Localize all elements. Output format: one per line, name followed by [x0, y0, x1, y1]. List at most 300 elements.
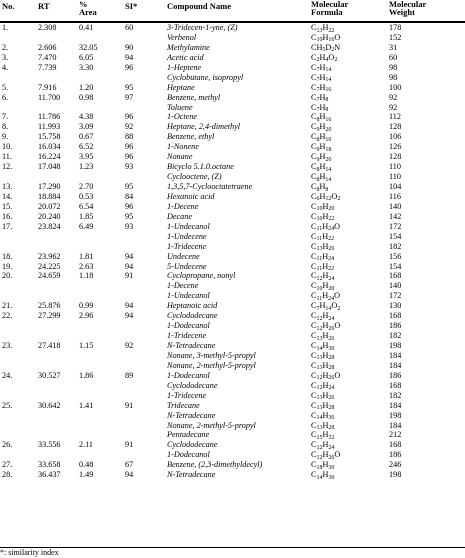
cell-molecular-weight: 112: [389, 112, 401, 122]
cell-molecular-formula: $C_7H_{14}$: [311, 62, 332, 74]
cell-molecular-weight: 106: [389, 132, 402, 142]
cell-no: 7.: [2, 112, 9, 122]
cell-area: 3.09: [79, 122, 94, 132]
table-row: [0, 162, 465, 172]
cell-rt: 30.527: [38, 370, 61, 380]
cell-molecular-formula: $C_{13}H_{26}$: [311, 390, 335, 402]
cell-molecular-weight: 154: [389, 231, 402, 241]
table-row: [0, 103, 465, 113]
cell-molecular-formula: $C_8H_8$: [311, 182, 329, 193]
cell-si: 93: [125, 221, 134, 231]
cell-molecular-weight: 110: [389, 162, 401, 172]
cell-rt: 25.876: [38, 301, 61, 311]
cell-area: 6.52: [79, 142, 94, 152]
cell-no: 20.: [2, 271, 13, 281]
cell-rt: 15.758: [38, 132, 61, 142]
cell-rt: 7.739: [38, 62, 57, 72]
cell-si: 84: [125, 191, 134, 201]
cell-rt: 23.962: [38, 251, 61, 261]
cell-compound-name: Cyclobutane, isopropyl: [167, 72, 244, 82]
cell-area: 0.41: [79, 23, 94, 32]
cell-molecular-formula: $C_{14}H_{30}$: [311, 341, 335, 352]
table-row: [0, 182, 465, 192]
cell-molecular-formula: $C_9H_{20}$: [311, 152, 332, 163]
cell-compound-name: 1-Nonene: [167, 142, 199, 152]
cell-area: 1.23: [79, 162, 94, 172]
cell-si: 94: [125, 470, 134, 480]
cell-molecular-formula: $C_{12}H_{24}$: [311, 271, 335, 282]
table-row: [0, 401, 465, 411]
cell-no: 15.: [2, 201, 13, 211]
cell-compound-name: N-Tetradecane: [167, 470, 216, 480]
cell-no: 19.: [2, 261, 13, 271]
cell-no: 27.: [2, 460, 13, 470]
cell-si: 94: [125, 311, 134, 321]
cell-compound-name: 1-Decene: [167, 281, 199, 291]
cell-molecular-weight: 100: [389, 82, 402, 92]
cell-area: 1.86: [79, 370, 94, 380]
cell-no: 17.: [2, 221, 13, 231]
cell-rt: 24.225: [38, 261, 61, 271]
cell-molecular-weight: 152: [389, 32, 402, 42]
cell-molecular-formula: $C_7H_{14}$: [311, 72, 332, 84]
cell-no: 13.: [2, 182, 13, 191]
table-row: [0, 371, 465, 381]
cell-si: 91: [125, 271, 134, 281]
cell-compound-name: Benzene, ethyl: [167, 132, 215, 142]
cell-rt: 27.418: [38, 341, 61, 350]
cell-molecular-formula: $C_{12}H_{26}O$: [311, 321, 341, 332]
cell-rt: 20.240: [38, 211, 61, 221]
cell-compound-name: N-Tetradecane: [167, 410, 216, 420]
cell-molecular-formula: $C_{15}H_{32}$: [311, 430, 335, 441]
cell-area: 0.98: [79, 92, 94, 102]
cell-compound-name: Nonane: [167, 152, 193, 162]
cell-si: 96: [125, 142, 134, 152]
cell-compound-name: 1-Undecanol: [167, 291, 210, 301]
cell-compound-name: 1-Dodecanol: [167, 321, 210, 331]
cell-compound-name: Cyclopropane, nonyl: [167, 271, 236, 281]
cell-area: 0.53: [79, 191, 94, 201]
table-row: [0, 271, 465, 281]
cell-molecular-weight: 98: [389, 62, 398, 72]
cell-area: 1.85: [79, 211, 94, 221]
cell-no: 14.: [2, 191, 13, 201]
cell-compound-name: Pentadecane: [167, 430, 210, 440]
cell-no: 28.: [2, 470, 13, 480]
cell-si: 94: [125, 261, 134, 271]
cell-si: 91: [125, 440, 134, 450]
table-row: [0, 440, 465, 450]
cell-si: 67: [125, 460, 134, 470]
cell-molecular-formula: $C_{11}H_{24}O$: [311, 291, 341, 302]
table-row: [0, 460, 465, 470]
cell-molecular-formula: $C_7H_8$: [311, 102, 329, 113]
cell-rt: 23.824: [38, 221, 61, 231]
cell-compound-name: Undecene: [167, 251, 200, 261]
table-row: [0, 321, 465, 331]
cell-compound-name: Hexanoic acid: [167, 191, 215, 201]
cell-area: 4.38: [79, 112, 94, 122]
cell-area: 2.11: [79, 440, 94, 450]
table-row: [0, 212, 465, 222]
cell-compound-name: 1-Dodecanol: [167, 450, 210, 460]
table-row: [0, 411, 465, 421]
table-header: [0, 0, 465, 22]
cell-no: 10.: [2, 142, 13, 152]
cell-no: 12.: [2, 162, 13, 172]
header-compound-name: Compound Name: [167, 1, 231, 11]
cell-area: 1.20: [79, 82, 94, 92]
table-row: [0, 73, 465, 83]
cell-molecular-weight: 168: [389, 311, 402, 321]
cell-si: 60: [125, 23, 134, 32]
table-row: [0, 202, 465, 212]
cell-area: 32.05: [79, 42, 98, 52]
cell-rt: 20.072: [38, 201, 61, 211]
cell-rt: 27.299: [38, 311, 61, 321]
cell-no: 22.: [2, 311, 13, 321]
cell-no: 4.: [2, 62, 9, 72]
cell-molecular-formula: $C_{14}H_{30}$: [311, 410, 335, 422]
table-row: [0, 33, 465, 43]
cell-no: 9.: [2, 132, 9, 142]
cell-compound-name: Nonane, 2-methyl-5-propyl: [167, 420, 256, 430]
cell-si: 90: [125, 42, 134, 52]
table-row: [0, 252, 465, 262]
cell-rt: 11.700: [38, 92, 61, 102]
cell-molecular-weight: 184: [389, 420, 402, 430]
cell-compound-name: Heptane: [167, 82, 195, 92]
cell-molecular-weight: 182: [389, 241, 402, 251]
cell-rt: 2.308: [38, 23, 57, 32]
header-si: SI*: [125, 1, 138, 11]
cell-area: 1.49: [79, 470, 94, 480]
table-row: [0, 43, 465, 53]
cell-rt: 36.437: [38, 470, 61, 480]
cell-molecular-weight: 156: [389, 251, 402, 261]
cell-rt: 17.048: [38, 162, 61, 172]
table-body: [0, 22, 465, 480]
cell-molecular-formula: $C_{13}H_{22}$: [311, 23, 335, 34]
cell-molecular-weight: 182: [389, 390, 402, 400]
table-row: [0, 301, 465, 311]
cell-rt: 7.470: [38, 52, 57, 62]
cell-si: 94: [125, 52, 134, 62]
table-row: [0, 470, 465, 480]
cell-rt: 17.290: [38, 182, 61, 191]
cell-molecular-weight: 140: [389, 201, 402, 211]
cell-molecular-formula: $C_9H_{18}$: [311, 142, 332, 153]
cell-molecular-weight: 186: [389, 370, 402, 380]
cell-molecular-weight: 128: [389, 122, 402, 132]
table-row: [0, 421, 465, 431]
cell-no: 11.: [2, 152, 12, 162]
cell-no: 2.: [2, 42, 9, 52]
table-row: [0, 291, 465, 301]
cell-si: 95: [125, 82, 134, 92]
cell-no: 23.: [2, 341, 13, 350]
cell-molecular-formula: $C_8H_{14}$: [311, 172, 332, 183]
cell-molecular-weight: 186: [389, 450, 402, 460]
cell-si: 95: [125, 182, 134, 191]
cell-molecular-formula: $C_{10}H_{22}$: [311, 211, 335, 223]
cell-molecular-formula: $C_{13}H_{26}$: [311, 241, 335, 253]
table-row: [0, 311, 465, 321]
cell-molecular-formula: $C_{11}H_{24}O$: [311, 221, 341, 233]
cell-molecular-weight: 178: [389, 23, 402, 32]
cell-compound-name: Acetic acid: [167, 52, 204, 62]
cell-si: 94: [125, 301, 134, 311]
cell-molecular-formula: $C_{12}H_{26}O$: [311, 450, 341, 461]
cell-si: 91: [125, 400, 134, 410]
cell-rt: 11.786: [38, 112, 61, 122]
cell-molecular-formula: $C_8H_{10}$: [311, 132, 332, 143]
cell-si: 96: [125, 152, 134, 162]
cell-molecular-formula: $C_{11}H_{24}$: [311, 251, 335, 263]
cell-compound-name: Verbenol: [167, 32, 197, 42]
cell-molecular-weight: 154: [389, 261, 402, 271]
cell-compound-name: Bicyclo 5.1.0.octane: [167, 162, 234, 172]
header-no: No.: [2, 1, 15, 11]
cell-molecular-formula: $C_{18}H_{30}$: [311, 460, 335, 471]
cell-rt: 24.659: [38, 271, 61, 281]
header-rt: RT: [38, 1, 50, 11]
cell-molecular-weight: 172: [389, 291, 402, 301]
cell-molecular-formula: $C_7H_{14}O_2$: [311, 301, 341, 312]
table-row: [0, 22, 465, 33]
cell-rt: 2.606: [38, 42, 57, 52]
cell-area: 6.49: [79, 221, 94, 231]
cell-compound-name: Cyclododecane: [167, 440, 218, 450]
cell-molecular-weight: 116: [389, 191, 401, 201]
cell-compound-name: Benzene, methyl: [167, 92, 221, 102]
cell-molecular-weight: 212: [389, 430, 402, 440]
cell-si: 88: [125, 132, 134, 142]
cell-compound-name: 1-Octene: [167, 112, 198, 122]
cell-compound-name: Cyclododecane: [167, 311, 218, 321]
table-row: [0, 93, 465, 103]
table-row: [0, 430, 465, 440]
cell-rt: 33.556: [38, 440, 61, 450]
cell-compound-name: Heptanoic acid: [167, 301, 218, 311]
cell-si: 94: [125, 251, 134, 261]
cell-molecular-formula: $C_{12}H_{24}$: [311, 440, 335, 451]
cell-molecular-formula: $C_2H_4O_2$: [311, 52, 338, 64]
cell-molecular-weight: 184: [389, 400, 402, 410]
cell-molecular-formula: $C_{13}H_{28}$: [311, 350, 335, 362]
cell-rt: 7.916: [38, 82, 57, 92]
cell-area: 1.18: [79, 271, 94, 281]
cell-molecular-weight: 172: [389, 221, 402, 231]
cell-compound-name: Benzene, (2,3-dimethyldecyl): [167, 460, 263, 470]
table-row: [0, 132, 465, 142]
cell-si: 92: [125, 341, 134, 350]
table-row: [0, 281, 465, 291]
cell-molecular-formula: $C_7H_8$: [311, 92, 329, 104]
cell-molecular-formula: $C_{11}H_{22}$: [311, 231, 335, 243]
cell-area: 0.99: [79, 301, 94, 311]
cell-compound-name: Methylamine: [167, 42, 210, 52]
cell-area: 1.41: [79, 400, 94, 410]
cell-compound-name: 1-Tridecene: [167, 241, 207, 251]
table-row: [0, 450, 465, 460]
cell-si: 96: [125, 112, 134, 122]
table-row: [0, 53, 465, 63]
cell-molecular-weight: 142: [389, 211, 402, 221]
header-area: % Area: [79, 0, 97, 17]
cell-si: 89: [125, 370, 134, 380]
cell-molecular-formula: $CH_5D_2N$: [311, 42, 341, 54]
cell-area: 0.48: [79, 460, 94, 470]
cell-rt: 11.993: [38, 122, 61, 132]
table-row: [0, 391, 465, 401]
table-row: [0, 142, 465, 152]
cell-compound-name: 1-Dodecanol: [167, 370, 210, 380]
cell-molecular-weight: 110: [389, 172, 401, 182]
cell-no: 18.: [2, 251, 13, 261]
cell-compound-name: N-Tetradecane: [167, 341, 216, 350]
cell-no: 5.: [2, 82, 9, 92]
cell-area: 6.54: [79, 201, 94, 211]
cell-molecular-weight: 198: [389, 341, 402, 350]
header-molecular-formula: Molecular Formula: [311, 0, 349, 17]
cell-molecular-formula: $C_{12}H_{24}$: [311, 380, 335, 392]
cell-molecular-weight: 60: [389, 52, 398, 62]
cell-area: 1.15: [79, 341, 94, 350]
table-row: [0, 122, 465, 132]
table-row: [0, 341, 465, 351]
cell-no: 16.: [2, 211, 13, 221]
table-row: [0, 351, 465, 361]
cell-no: 21.: [2, 301, 13, 311]
table-row: [0, 242, 465, 252]
cell-molecular-formula: $C_{13}H_{26}$: [311, 331, 335, 342]
cell-molecular-formula: $C_{10}H_{16}O$: [311, 32, 341, 44]
cell-molecular-weight: 186: [389, 321, 402, 331]
cell-area: 2.70: [79, 182, 94, 191]
cell-molecular-formula: $C_8H_{16}$: [311, 112, 332, 123]
cell-rt: 16.034: [38, 142, 61, 152]
cell-molecular-weight: 126: [389, 142, 402, 152]
cell-compound-name: Heptane, 2,4-dimethyl: [167, 122, 240, 132]
table-row: [0, 232, 465, 242]
table-row: [0, 361, 465, 371]
table-row: [0, 83, 465, 93]
cell-molecular-weight: 31: [389, 42, 398, 52]
cell-molecular-weight: 198: [389, 410, 402, 420]
cell-no: 3.: [2, 52, 9, 62]
cell-area: 2.63: [79, 261, 94, 271]
table-row: [0, 222, 465, 232]
cell-compound-name: Cyclooctene, (Z): [167, 172, 222, 182]
cell-molecular-formula: $C_{12}H_{26}O$: [311, 370, 341, 382]
cell-molecular-weight: 130: [389, 301, 402, 311]
cell-molecular-weight: 104: [389, 182, 402, 191]
cell-compound-name: Cyclododecane: [167, 380, 218, 390]
cell-molecular-formula: $C_{13}H_{28}$: [311, 420, 335, 431]
cell-si: 93: [125, 162, 134, 172]
cell-compound-name: Nonane, 3-methyl-5-propyl: [167, 350, 256, 360]
cell-compound-name: 1-Tridecene: [167, 331, 207, 341]
table-row: [0, 381, 465, 391]
cell-compound-name: Decane: [167, 211, 193, 221]
cell-no: 26.: [2, 440, 13, 450]
cell-molecular-formula: $C_{13}H_{28}$: [311, 360, 335, 372]
cell-area: 2.96: [79, 311, 94, 321]
cell-compound-name: 5-Undecene: [167, 261, 207, 271]
cell-molecular-weight: 168: [389, 440, 402, 450]
cell-molecular-formula: $C_{14}H_{30}$: [311, 470, 335, 481]
cell-no: 25.: [2, 400, 13, 410]
cell-molecular-weight: 92: [389, 92, 398, 102]
cell-compound-name: 1-Decene: [167, 201, 199, 211]
cell-compound-name: 3-Tridecen-1-yne, (Z): [167, 23, 238, 32]
cell-molecular-formula: $C_6H_{12}O_2$: [311, 191, 341, 203]
cell-no: 1.: [2, 23, 9, 32]
table-row: [0, 192, 465, 202]
cell-molecular-weight: 246: [389, 460, 402, 470]
cell-si: 95: [125, 211, 134, 221]
cell-compound-name: 1-Undecanol: [167, 221, 210, 231]
cell-molecular-weight: 128: [389, 152, 402, 162]
cell-si: 96: [125, 62, 134, 72]
cell-compound-name: Nonane, 2-methyl-5-propyl: [167, 360, 256, 370]
cell-compound-name: Toluene: [167, 102, 193, 112]
cell-molecular-formula: $C_{10}H_{20}$: [311, 281, 335, 292]
cell-compound-name: 1-Tridecene: [167, 390, 207, 400]
cell-molecular-weight: 198: [389, 470, 402, 480]
table-row: [0, 112, 465, 122]
cell-si: 96: [125, 201, 134, 211]
cell-si: 97: [125, 92, 134, 102]
table-row: [0, 172, 465, 182]
cell-rt: 18.884: [38, 191, 61, 201]
cell-area: 6.05: [79, 52, 94, 62]
cell-rt: 33.658: [38, 460, 61, 470]
table-row: [0, 63, 465, 73]
cell-compound-name: 1,3,5,7-Cyclooctatetraene: [167, 182, 253, 191]
cell-area: 3.95: [79, 152, 94, 162]
cell-area: 1.81: [79, 251, 94, 261]
table-row: [0, 152, 465, 162]
cell-si: 92: [125, 122, 134, 132]
cell-molecular-formula: $C_{13}H_{28}$: [311, 400, 335, 412]
cell-no: 6.: [2, 92, 9, 102]
cell-molecular-formula: $C_{10}H_{20}$: [311, 201, 335, 213]
cell-molecular-formula: $C_7H_{16}$: [311, 82, 332, 94]
cell-compound-name: 1-Heptene: [167, 62, 202, 72]
cell-molecular-weight: 98: [389, 72, 398, 82]
cell-area: 3.30: [79, 62, 94, 72]
cell-compound-name: 1-Undecene: [167, 231, 207, 241]
cell-compound-name: Tridecane: [167, 400, 200, 410]
cell-molecular-formula: $C_{12}H_{24}$: [311, 311, 335, 322]
cell-molecular-weight: 182: [389, 331, 402, 341]
cell-molecular-weight: 140: [389, 281, 402, 291]
footnote: *: similarity index: [0, 547, 465, 558]
cell-area: 0.67: [79, 132, 94, 142]
cell-molecular-formula: $C_{11}H_{22}$: [311, 261, 335, 272]
cell-rt: 30.642: [38, 400, 61, 410]
cell-no: 24.: [2, 370, 13, 380]
table-row: [0, 331, 465, 341]
table-row: [0, 262, 465, 272]
cell-molecular-weight: 168: [389, 380, 402, 390]
cell-molecular-weight: 184: [389, 360, 402, 370]
cell-molecular-weight: 92: [389, 102, 398, 112]
header-molecular-weight: Molecular Weight: [389, 0, 427, 17]
